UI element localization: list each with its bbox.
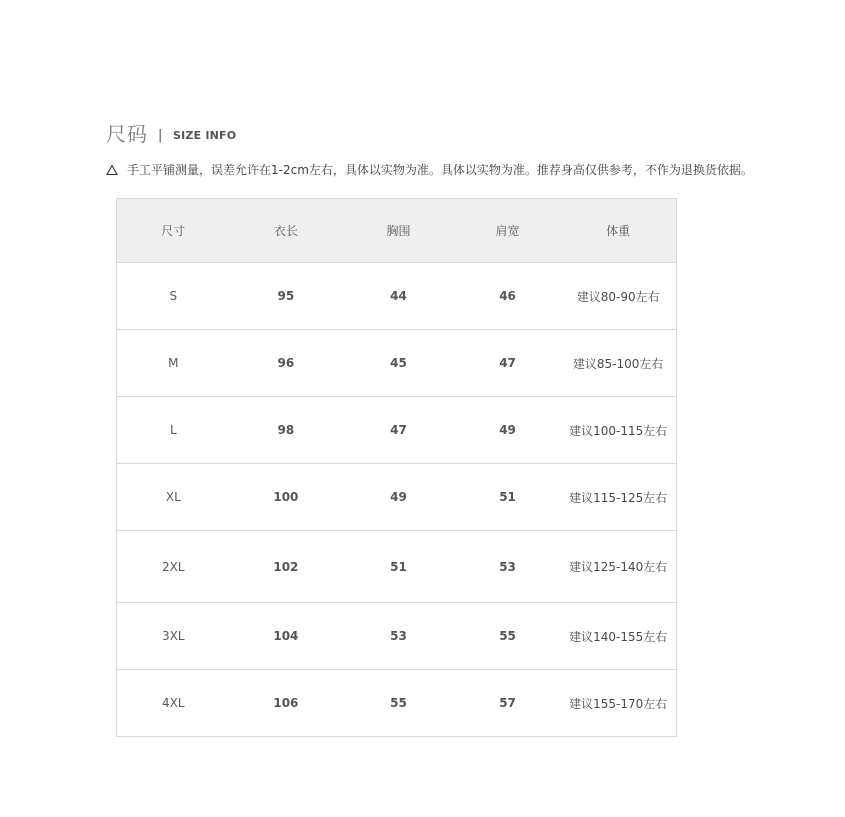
- cell-shoulder: 55: [455, 603, 561, 670]
- table-header-row: [117, 199, 677, 263]
- header-shoulder: 肩宽: [455, 199, 561, 263]
- cell-size: XL: [117, 464, 230, 531]
- cell-shoulder: 57: [499, 696, 516, 710]
- cell-shoulder: 49: [455, 397, 561, 464]
- cell-weight: 建议85-100左右: [560, 330, 676, 397]
- table-row: [117, 531, 677, 603]
- cell-chest: 55: [390, 696, 407, 710]
- cell-chest: 49: [342, 464, 455, 531]
- table-row: [117, 603, 677, 670]
- cell-length: 104: [230, 603, 343, 670]
- cell-chest: 53: [342, 603, 455, 670]
- cell-shoulder: 51: [455, 464, 561, 531]
- cell-chest: 47: [342, 397, 455, 464]
- cell-size: 2XL: [117, 531, 230, 603]
- cell-weight: 建议155-170左右: [569, 696, 668, 711]
- cell-weight: 建议80-90左右: [560, 263, 676, 330]
- cell-length: 100: [230, 464, 343, 531]
- cell-size: L: [117, 397, 230, 464]
- cell-size: 3XL: [117, 603, 230, 670]
- table-row: [117, 670, 677, 737]
- section-subtitle: SIZE INFO: [173, 129, 237, 142]
- cell-chest: 44: [342, 263, 455, 330]
- size-chart-table: [116, 198, 677, 737]
- cell-size: S: [117, 263, 230, 330]
- table-row: [117, 330, 677, 397]
- header-weight: 体重: [560, 199, 676, 263]
- title-separator: |: [158, 128, 163, 143]
- cell-length: 96: [230, 330, 343, 397]
- cell-shoulder: 46: [455, 263, 561, 330]
- cell-weight: 建议115-125左右: [560, 464, 676, 531]
- cell-weight: 建议125-140左右: [560, 531, 676, 603]
- cell-weight: 建议100-115左右: [560, 397, 676, 464]
- cell-length: 102: [230, 531, 343, 603]
- header-length: 衣长: [230, 199, 343, 263]
- header-chest: 胸围: [342, 199, 455, 263]
- table-row: [117, 397, 677, 464]
- cell-chest: 45: [342, 330, 455, 397]
- notice-text: 手工平铺测量，误差允许在1-2cm左右，具体以实物为准。具体以实物为准。推荐身高仅供参考，不作为退换货依据。: [127, 163, 753, 177]
- cell-chest: 51: [342, 531, 455, 603]
- section-title: 尺码: [106, 122, 148, 146]
- cell-size: M: [117, 330, 230, 397]
- header-size: 尺寸: [117, 199, 230, 263]
- cell-shoulder: 47: [455, 330, 561, 397]
- cell-length: 106: [273, 696, 299, 710]
- cell-weight: 建议140-155左右: [560, 603, 676, 670]
- warning-triangle-icon: [106, 164, 118, 176]
- table-row: [117, 263, 677, 330]
- cell-length: 95: [230, 263, 343, 330]
- cell-shoulder: 53: [455, 531, 561, 603]
- table-row: [117, 464, 677, 531]
- cell-length: 98: [230, 397, 343, 464]
- cell-size: 4XL: [162, 696, 185, 710]
- measurement-notice: [106, 160, 753, 180]
